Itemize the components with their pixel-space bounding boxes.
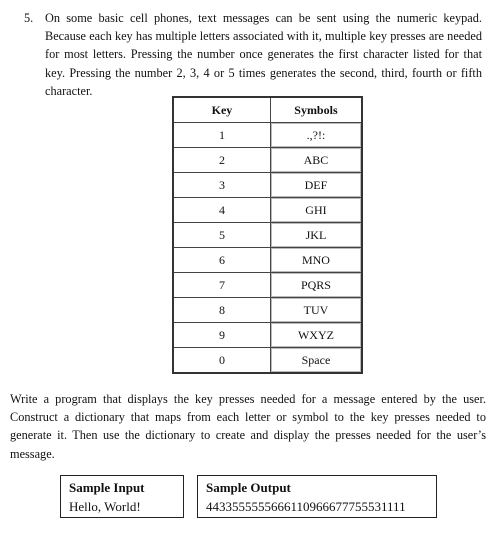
key-cell: 8 [173,298,270,323]
symbols-cell: TUV [270,298,362,323]
keypad-table [172,96,363,374]
sample-input-value: Hello, World! [69,499,141,514]
key-cell: 4 [173,198,270,223]
key-cell: 3 [173,173,270,198]
table-row [173,223,362,248]
table-header-row [173,97,362,123]
key-cell: 1 [173,123,270,148]
table-row [173,173,362,198]
table-row [173,298,362,323]
problem-number: 5. [24,11,34,25]
key-cell: 7 [173,273,270,298]
sample-input-box [60,475,184,518]
sample-output-label: Sample Output [206,480,291,495]
symbols-cell: GHI [270,198,362,223]
key-column-header: Key [173,97,270,123]
symbols-cell: .,?!: [270,123,362,148]
table-row [173,348,362,374]
symbols-cell: MNO [270,248,362,273]
key-cell: 9 [173,323,270,348]
table-row [173,123,362,148]
symbols-cell: JKL [270,223,362,248]
key-cell: 5 [173,223,270,248]
key-cell: 6 [173,248,270,273]
symbols-cell: PQRS [270,273,362,298]
problem-statement [24,9,482,100]
table-row [173,148,362,173]
table-row [173,323,362,348]
symbols-cell: WXYZ [270,323,362,348]
symbols-cell: DEF [270,173,362,198]
instructions-paragraph: Write a program that displays the key presses needed for a message entered by the user. Construct a dictionary that maps from each letter or symbol to the key presses needed to generate it. Then use the dictionary to create and display the presses needed for the user’s message. [10,392,486,461]
symbols-cell: Space [270,348,362,374]
key-cell: 0 [173,348,270,374]
symbols-cell: ABC [270,148,362,173]
symbols-column-header: Symbols [270,97,362,123]
problem-text: On some basic cell phones, text messages can be sent using the numeric keypad. Because each key has multiple letters associated with it, multiple key presses are needed for most letters. Pressing the number once generates the first character listed for that key. Pressing the number 2, 3, 4 or 5 times generates the second, third, fourth or fifth character. [45,11,482,98]
sample-output-value: 4433555555666110966677755531111 [206,499,406,514]
table-row [173,198,362,223]
sample-output-box [197,475,437,518]
table-row [173,248,362,273]
key-cell: 2 [173,148,270,173]
table-row [173,273,362,298]
sample-input-label: Sample Input [69,480,145,495]
